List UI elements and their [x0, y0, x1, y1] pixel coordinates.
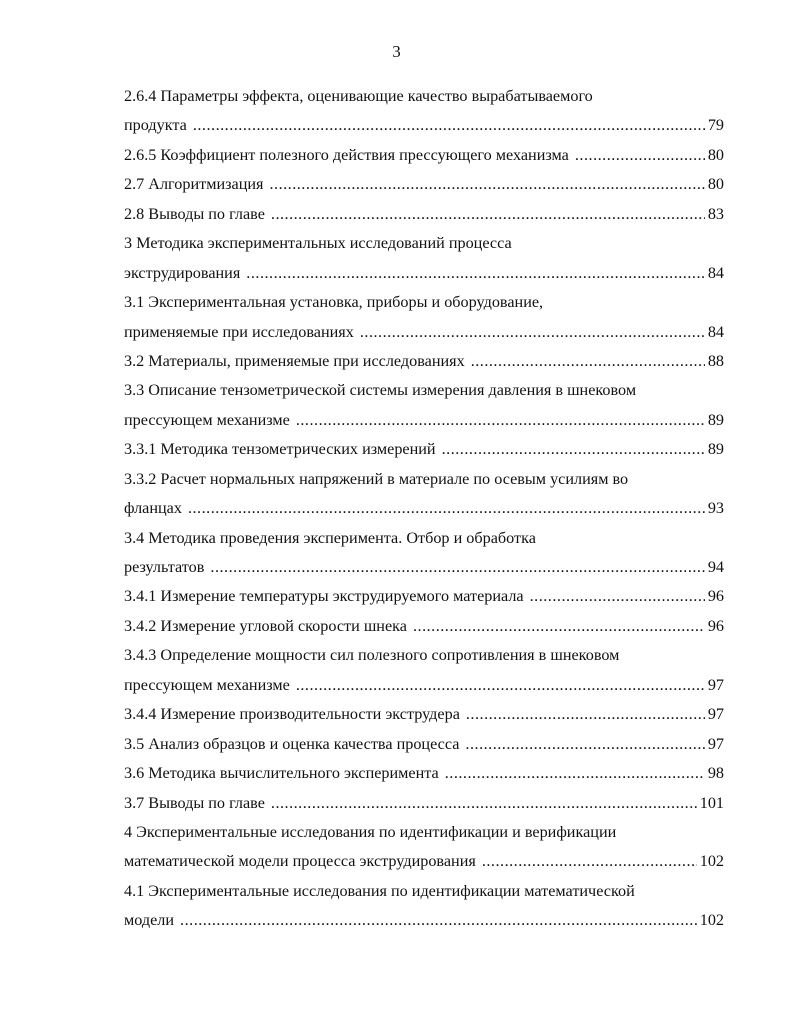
toc-entry-line: [124, 906, 724, 935]
toc-entry-title: 3.5 Анализ образцов и оценка качества процесса: [124, 734, 460, 753]
toc-entry-line: [124, 553, 724, 582]
toc-page-number: 97: [707, 734, 724, 753]
toc-entry-title: 3.4.4 Измерение производительности экструдера: [124, 705, 460, 724]
toc-entry-title: экструдирования: [124, 263, 241, 282]
page-number: 3: [392, 42, 401, 61]
toc-dot-leader: [530, 582, 705, 611]
toc-dot-leader: [246, 259, 705, 288]
toc-entry-title: 3.3.2 Расчет нормальных напряжений в материале по осевым усилиям во: [124, 469, 629, 488]
toc-entry-line: [124, 818, 724, 847]
toc-entry-title: 3.6 Методика вычислительного эксперимента: [124, 764, 439, 783]
toc-entry-line: [124, 671, 724, 700]
toc-entry-title: применяемые при исследованиях: [124, 322, 354, 341]
toc-page-number: 97: [707, 675, 724, 694]
toc-dot-leader: [188, 494, 705, 523]
toc-dot-leader: [465, 730, 704, 759]
toc-dot-leader: [575, 141, 705, 170]
toc-dot-leader: [296, 406, 705, 435]
toc-page-number: 84: [707, 322, 724, 341]
toc-entry-title: 3 Методика экспериментальных исследований процесса: [124, 234, 512, 253]
toc-entry-line: [124, 435, 724, 464]
toc-entry-line: [124, 82, 724, 111]
toc-entry-line: [124, 200, 724, 229]
toc-page-number: 97: [707, 705, 724, 724]
toc-page-number: 96: [707, 587, 724, 606]
toc-dot-leader: [193, 111, 705, 140]
toc-entry-line: [124, 700, 724, 729]
toc-dot-leader: [180, 906, 697, 935]
toc-dot-leader: [466, 700, 705, 729]
toc-page-number: 79: [707, 116, 724, 135]
toc-dot-leader: [210, 553, 704, 582]
toc-dot-leader: [271, 200, 705, 229]
toc-entry-title: 2.6.5 Коэффициент полезного действия прессующего механизма: [124, 145, 569, 164]
toc-entry-line: [124, 641, 724, 670]
toc-entry-title: 3.4.3 Определение мощности сил полезного сопротивления в шнековом: [124, 646, 620, 665]
toc-entry-title: 3.7 Выводы по главе: [124, 793, 265, 812]
toc-entry-line: [124, 318, 724, 347]
toc-page-number: 83: [707, 204, 724, 223]
toc-entry-title: 2.7 Алгоритмизация: [124, 175, 264, 194]
toc-dot-leader: [413, 612, 705, 641]
toc-entry-line: [124, 141, 724, 170]
toc-entry-title: 3.4.1 Измерение температуры экструдируемого материала: [124, 587, 524, 606]
toc-entry-line: [124, 759, 724, 788]
toc-dot-leader: [271, 789, 697, 818]
toc-entry-title: 4.1 Экспериментальные исследования по идентификации математической: [124, 881, 635, 900]
toc-entry-title: прессующем механизме: [124, 675, 290, 694]
table-of-contents: [124, 82, 724, 936]
toc-entry-title: 3.4 Методика проведения эксперимента. Отбор и обработка: [124, 528, 536, 547]
toc-entry-line: [124, 465, 724, 494]
toc-entry-line: [124, 524, 724, 553]
toc-entry-title: 2.6.4 Параметры эффекта, оценивающие качество вырабатываемого: [124, 87, 593, 105]
toc-entry-title: 3.1 Экспериментальная установка, приборы и оборудование,: [124, 293, 544, 312]
toc-entry-line: [124, 259, 724, 288]
toc-page-number: 88: [707, 351, 724, 370]
toc-page-number: 101: [699, 793, 724, 812]
toc-entry-title: 3.3.1 Методика тензометрических измерений: [124, 440, 436, 459]
toc-entry-line: [124, 612, 724, 641]
toc-entry-title: 2.8 Выводы по главе: [124, 204, 265, 223]
toc-entry-title: 3.4.2 Измерение угловой скорости шнека: [124, 616, 407, 635]
toc-entry-line: [124, 730, 724, 759]
toc-dot-leader: [482, 847, 697, 876]
toc-entry-title: 3.3 Описание тензометрической системы измерения давления в шнековом: [124, 381, 637, 400]
toc-page-number: 84: [707, 263, 724, 282]
toc-entry-line: [124, 170, 724, 199]
toc-dot-leader: [296, 671, 705, 700]
toc-entry-title: результатов: [124, 558, 205, 576]
toc-page-number: 89: [707, 410, 724, 429]
toc-entry-line: [124, 877, 724, 906]
toc-entry-title: продукта: [124, 116, 187, 135]
toc-page-number: 80: [707, 145, 724, 164]
toc-dot-leader: [269, 170, 704, 199]
toc-entry-title: прессующем механизме: [124, 410, 290, 429]
toc-entry-line: [124, 847, 724, 876]
toc-entry-line: [124, 111, 724, 140]
toc-entry-title: математической модели процесса экструдирования: [124, 852, 476, 871]
toc-page-number: 98: [707, 764, 724, 783]
toc-page-number: 102: [699, 852, 724, 871]
toc-entry-title: 3.2 Материалы, применяемые при исследованиях: [124, 351, 465, 370]
toc-dot-leader: [445, 759, 705, 788]
toc-page-number: 80: [707, 175, 724, 194]
toc-entry-title: модели: [124, 911, 175, 930]
toc-entry-line: [124, 789, 724, 818]
toc-entry-line: [124, 582, 724, 611]
toc-page-number: 94: [707, 558, 724, 576]
toc-entry-line: [124, 494, 724, 523]
toc-entry-line: [124, 406, 724, 435]
toc-page-number: 93: [707, 499, 724, 518]
toc-entry-title: 4 Экспериментальные исследования по идентификации и верификации: [124, 822, 617, 841]
toc-dot-leader: [471, 347, 705, 376]
toc-entry-line: [124, 229, 724, 258]
toc-page-number: 96: [707, 616, 724, 635]
toc-page-number: 89: [707, 440, 724, 459]
toc-entry-line: [124, 288, 724, 317]
toc-dot-leader: [360, 318, 705, 347]
toc-entry-title: фланцах: [124, 499, 182, 518]
toc-entry-line: [124, 347, 724, 376]
toc-entry-line: [124, 376, 724, 405]
toc-dot-leader: [442, 435, 705, 464]
toc-page-number: 102: [699, 911, 724, 930]
